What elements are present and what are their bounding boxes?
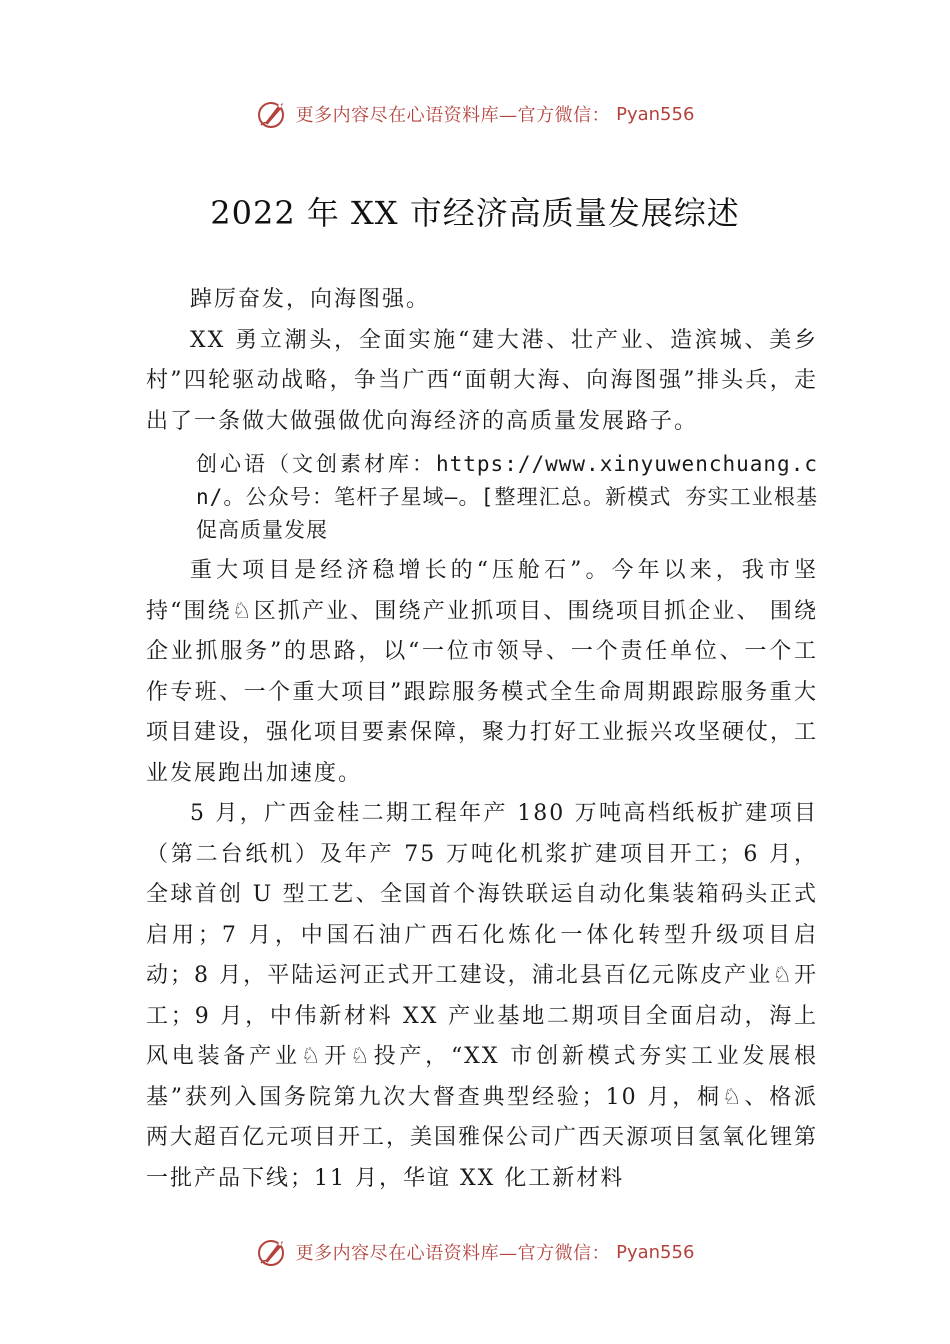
footer-banner [0, 1232, 950, 1272]
paragraph-source-note: 创心语（文创素材库：https://www.xinyuwenchuang.cn/。公众号：笔杆子星域—。[整理汇总。新模式 夯实工业根基促高质量发展 [196, 452, 818, 542]
paragraph-projects: 重大项目是经济稳增长的“压舱石”。今年以来，我市坚持“围绕♘区抓产业、围绕产业抓项目、围绕项目抓企业、 围绕企业抓服务”的思路，以“一位市领导、一个责任单位、一个工作专班、一个重大项目”跟踪服务模式全生命周期跟踪服务重大项目建设，强化项目要素保障，聚力打好工业振兴攻坚硬仗，工业发展跑出加速度。 [146, 558, 819, 786]
pen-nib-logo-icon [256, 97, 290, 131]
paragraph-intro: XX 勇立潮头，全面实施“建大港、壮产业、造滨城、美乡村”四轮驱动战略，争当广西“面朝大海、向海图强”排头兵，走出了一条做大做强做优向海经济的高质量发展路子。 [146, 327, 818, 434]
document-body [146, 280, 818, 1199]
document-title: 2022 年 XX 市经济高质量发展综述 [210, 194, 740, 232]
wechat-id: Pyan556 [616, 103, 695, 125]
banner-text: 更多内容尽在心语资料库—官方微信： [295, 1243, 611, 1264]
header-banner [0, 94, 950, 134]
pen-nib-logo-icon [256, 1235, 290, 1269]
paragraph-slogan: 踔厉奋发，向海图强。 [190, 287, 431, 312]
paragraph-timeline: 5 月，广西金桂二期工程年产 180 万吨高档纸板扩建项目（第二台纸机）及年产 75 万吨化机浆扩建项目开工；6 月，全球首创 U 型工艺、全国首个海铁联运自动化集装箱码头正式启用；7 月，中国石油广西石化炼化一体化转型升级项目启动；8 月，平陆运河正式开工建设，浦北县百亿元陈皮产业♘开工；9 月，中伟新材料 XX 产业基地二期项目全面启动，海上风电装备产业♘开♘投产，“XX 市创新模式夯实工业发展根基”获列入国务院第九次大督查典型经验；10 月，桐♘、格派两大超百亿元项目开工，美国雅保公司广西天源项目氢氧化锂第一批产品下线；11 月，华谊 XX 化工新材料 [146, 801, 819, 1191]
wechat-id: Pyan556 [616, 1241, 695, 1263]
banner-text: 更多内容尽在心语资料库—官方微信： [295, 105, 611, 126]
